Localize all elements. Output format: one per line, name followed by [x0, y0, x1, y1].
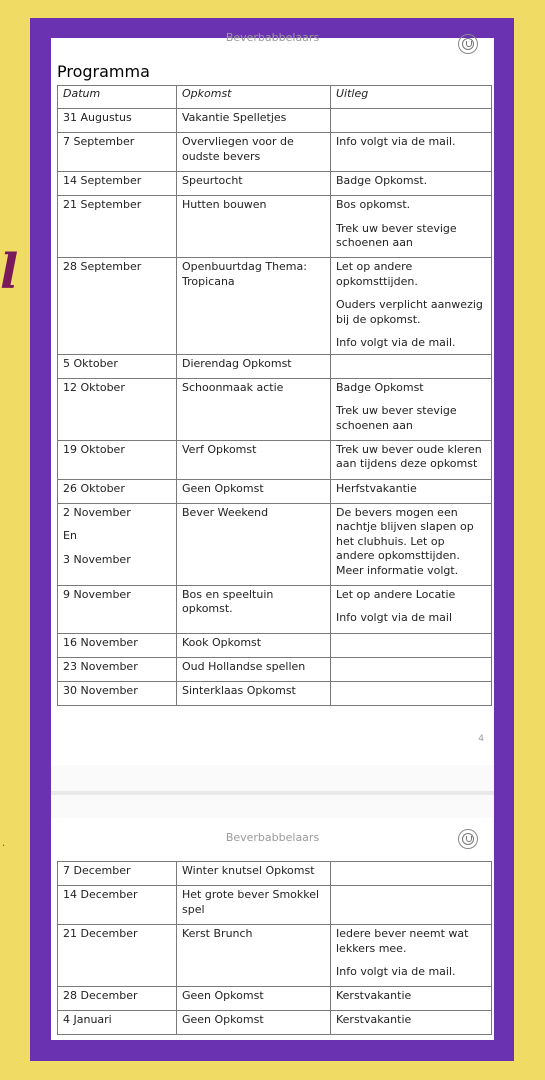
cell-date: [58, 440, 177, 479]
cell-notes: [331, 633, 492, 657]
decorative-script-letter: l: [0, 244, 19, 300]
cell-date-text: 16 November: [63, 635, 138, 649]
cell-date: [58, 987, 177, 1011]
cell-date-text: 26 Oktober: [63, 481, 125, 495]
cell-notes: [331, 1011, 492, 1035]
table-row: [58, 925, 492, 987]
schedule-body: [58, 862, 492, 1035]
cell-date-text: 28 December: [63, 989, 138, 1002]
cell-notes: [331, 681, 492, 705]
cell-date: [58, 681, 177, 705]
cell-notes-text: Info volgt via de mail.: [336, 135, 456, 148]
cell-date-text: 23 November: [63, 659, 138, 673]
cell-notes: [331, 172, 492, 196]
cell-date: [58, 1011, 177, 1035]
page-number: 4: [478, 734, 484, 744]
cell-date-text: 2 November: [63, 505, 131, 519]
table-row: [58, 1011, 492, 1035]
cell-activity-text: Bever Weekend: [182, 505, 269, 519]
cell-activity: [177, 1011, 331, 1035]
cell-date-text: 3 November: [63, 552, 131, 566]
cell-activity: [177, 109, 331, 133]
cell-activity: [177, 585, 331, 633]
cell-activity: [177, 133, 331, 172]
cell-date: [58, 258, 177, 355]
table-row: [58, 133, 492, 172]
schedule-table-continued: [57, 861, 492, 1035]
cell-date-text: 28 September: [63, 260, 142, 273]
cell-notes: [331, 479, 492, 503]
table-row: [58, 681, 492, 705]
cell-notes-text: Bos opkomst.: [336, 198, 411, 211]
cell-activity: [177, 657, 331, 681]
cell-date: [58, 109, 177, 133]
cell-date-text: 12 Oktober: [63, 380, 125, 394]
cell-notes-text: Ouders verplicht aanwezig bij de opkomst.: [336, 298, 483, 326]
cell-date-text: 30 November: [63, 683, 138, 697]
cell-date: [58, 172, 177, 196]
cell-activity-text: Openbuurtdag Thema: Tropicana: [182, 260, 307, 288]
cell-activity: [177, 633, 331, 657]
cell-notes-text: Herfstvakantie: [336, 481, 417, 495]
cell-activity-text: Geen Opkomst: [182, 989, 264, 1002]
table-row: [58, 378, 492, 440]
cell-activity-text: Overvliegen voor de oudste bevers: [182, 135, 294, 163]
cell-date-text: 14 December: [63, 888, 138, 901]
cell-activity-text: Dierendag Opkomst: [182, 356, 292, 370]
table-row: [58, 196, 492, 258]
cell-activity-text: Geen Opkomst: [182, 481, 264, 495]
cell-date-text: 5 Oktober: [63, 356, 118, 370]
table-row: [58, 657, 492, 681]
cell-date: [58, 925, 177, 987]
cell-notes: [331, 109, 492, 133]
cell-activity: [177, 378, 331, 440]
cell-date: [58, 503, 177, 585]
cell-notes: [331, 354, 492, 378]
table-row: [58, 258, 492, 355]
document-page-1: [51, 31, 494, 765]
cell-notes: [331, 585, 492, 633]
cell-activity-text: Kook Opkomst: [182, 635, 262, 649]
cell-date: [58, 479, 177, 503]
schedule-body: [58, 109, 492, 706]
column-header-notes: Uitleg: [331, 86, 492, 109]
cell-date: [58, 196, 177, 258]
cell-activity-text: Sinterklaas Opkomst: [182, 683, 296, 697]
cell-activity-text: Hutten bouwen: [182, 198, 267, 211]
cell-notes: [331, 196, 492, 258]
cell-notes-text: Trek uw bever stevige schoenen aan: [336, 404, 457, 432]
scout-emblem-icon: [458, 34, 478, 54]
cell-notes: [331, 862, 492, 886]
cell-date-text: 21 December: [63, 927, 138, 940]
cell-activity: [177, 172, 331, 196]
scout-emblem-icon: [458, 829, 478, 849]
page-header: Beverbabbelaars: [225, 31, 320, 43]
cell-notes-text: Let op andere opkomsttijden.: [336, 260, 418, 288]
cell-activity-text: Speurtocht: [182, 174, 243, 187]
table-row: [58, 354, 492, 378]
cell-notes-text: Badge Opkomst.: [336, 174, 428, 187]
cell-notes: [331, 378, 492, 440]
cell-notes: [331, 440, 492, 479]
cell-date: [58, 378, 177, 440]
table-row: [58, 479, 492, 503]
table-row: [58, 987, 492, 1011]
cell-notes-text: Info volgt via de mail: [336, 611, 453, 624]
cell-activity: [177, 440, 331, 479]
cell-notes-text: Badge Opkomst: [336, 380, 424, 394]
cell-notes-text: Let op andere Locatie: [336, 587, 456, 601]
cell-notes: [331, 925, 492, 987]
cell-date-text: 7 December: [63, 864, 131, 877]
cell-activity: [177, 886, 331, 925]
cell-date-text: 19 Oktober: [63, 442, 125, 456]
cell-activity-text: Oud Hollandse spellen: [182, 659, 306, 673]
column-header-date: Datum: [58, 86, 177, 109]
column-header-activity: Opkomst: [177, 86, 331, 109]
document-page-2: [51, 818, 494, 1040]
cell-notes-text: Info volgt via de mail.: [336, 965, 456, 978]
cell-date-text: 9 November: [63, 587, 131, 601]
cell-notes-text: Trek uw bever oude kleren aan tijdens deze opkomst: [336, 442, 482, 470]
cell-date: [58, 133, 177, 172]
cell-date: [58, 862, 177, 886]
cell-activity: [177, 479, 331, 503]
cell-notes: [331, 987, 492, 1011]
cell-date: [58, 657, 177, 681]
cell-notes: [331, 657, 492, 681]
page-gap: [51, 795, 494, 818]
table-row: [58, 109, 492, 133]
cell-activity-text: Verf Opkomst: [182, 442, 257, 456]
page-header: Beverbabbelaars: [225, 831, 320, 844]
cell-date: [58, 886, 177, 925]
cell-activity: [177, 987, 331, 1011]
cell-notes-text: Kerstvakantie: [336, 1013, 412, 1026]
cell-activity-text: Geen Opkomst: [182, 1013, 264, 1026]
table-row: [58, 633, 492, 657]
cell-date: [58, 585, 177, 633]
cell-date-text: 7 September: [63, 135, 135, 148]
cell-activity-text: Kerst Brunch: [182, 927, 253, 940]
decorative-dot: .: [2, 838, 6, 849]
cell-activity: [177, 862, 331, 886]
cell-activity-text: Winter knutsel Opkomst: [182, 864, 315, 877]
cell-activity: [177, 196, 331, 258]
cell-date: [58, 633, 177, 657]
cell-notes: [331, 503, 492, 585]
cell-date-text: 14 September: [63, 174, 142, 187]
cell-date-text: 4 Januari: [63, 1013, 112, 1026]
table-row: [58, 503, 492, 585]
cell-date-text: En: [63, 529, 77, 542]
cell-activity: [177, 258, 331, 355]
cell-notes: [331, 258, 492, 355]
table-row: [58, 440, 492, 479]
table-row: [58, 886, 492, 925]
cell-notes-text: Kerstvakantie: [336, 989, 412, 1002]
cell-activity-text: Bos en speeltuin opkomst.: [182, 587, 274, 615]
cell-activity-text: Vakantie Spelletjes: [182, 111, 287, 124]
cell-activity: [177, 681, 331, 705]
schedule-table: [57, 85, 492, 706]
cell-notes-text: Iedere bever neemt wat lekkers mee.: [336, 927, 469, 955]
cell-activity: [177, 925, 331, 987]
table-row: [58, 585, 492, 633]
table-row: [58, 862, 492, 886]
cell-notes-text: Info volgt via de mail.: [336, 336, 456, 349]
page-title: Programma: [57, 62, 150, 81]
cell-notes: [331, 886, 492, 925]
cell-notes: [331, 133, 492, 172]
cell-activity-text: Het grote bever Smokkel spel: [182, 888, 320, 916]
cell-activity-text: Schoonmaak actie: [182, 380, 284, 394]
table-header-row: [58, 86, 492, 109]
cell-date: [58, 354, 177, 378]
table-row: [58, 172, 492, 196]
page-gap: [51, 765, 494, 791]
cell-date-text: 31 Augustus: [63, 111, 132, 124]
cell-notes-text: De bevers mogen een nachtje blijven slapen op het clubhuis. Let op andere opkomsttijden. Meer informatie volgt.: [336, 505, 474, 577]
cell-date-text: 21 September: [63, 198, 142, 211]
cell-notes-text: Trek uw bever stevige schoenen aan: [336, 221, 457, 249]
cell-activity: [177, 503, 331, 585]
cell-activity: [177, 354, 331, 378]
